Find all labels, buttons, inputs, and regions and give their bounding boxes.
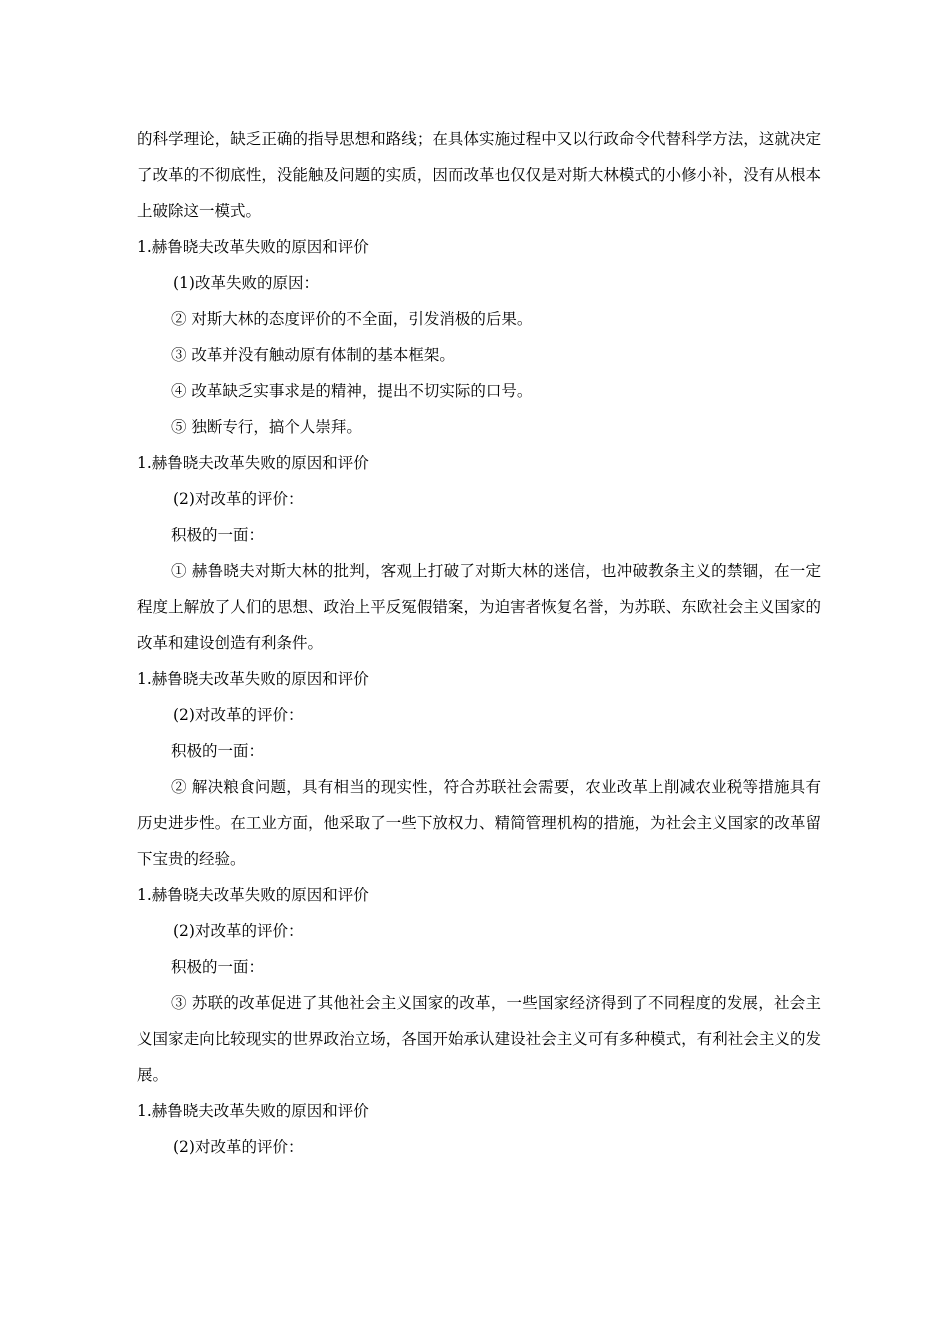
section-heading: 1.赫鲁晓夫改革失败的原因和评价 [137,454,369,472]
list-item: ④ 改革缺乏实事求是的精神，提出不切实际的口号。 [171,382,533,400]
list-item: ③ 改革并没有触动原有体制的基本框架。 [171,346,455,364]
section-heading: 1.赫鲁晓夫改革失败的原因和评价 [137,238,369,256]
subsection-heading: (2)对改革的评价： [173,1138,304,1156]
subsection-heading: (2)对改革的评价： [173,706,304,724]
label-positive-side: 积极的一面： [171,526,265,544]
paragraph-continuation: 的科学理论，缺乏正确的指导思想和路线；在具体实施过程中又以行政命令代替科学方法，这就决定了改革的不彻底性，没能触及问题的实质，因而改革也仅仅是对斯大林模式的小修小补，没有从根本上破除这一模式。 [137,130,821,220]
section-heading: 1.赫鲁晓夫改革失败的原因和评价 [137,1102,369,1120]
label-positive-side: 积极的一面： [171,958,265,976]
section-heading: 1.赫鲁晓夫改革失败的原因和评价 [137,886,369,904]
document-page [137,121,821,1165]
list-item: ⑤ 独断专行，搞个人崇拜。 [171,418,362,436]
section-heading: 1.赫鲁晓夫改革失败的原因和评价 [137,670,369,688]
subsection-heading: (2)对改革的评价： [173,922,304,940]
paragraph: ① 赫鲁晓夫对斯大林的批判，客观上打破了对斯大林的迷信，也冲破教条主义的禁锢，在一定程度上解放了人们的思想、政治上平反冤假错案，为迫害者恢复名誉，为苏联、东欧社会主义国家的改革和建设创造有利条件。 [137,562,821,652]
subsection-heading: (2)对改革的评价： [173,490,304,508]
subsection-heading: (1)改革失败的原因： [173,274,319,292]
label-positive-side: 积极的一面： [171,742,265,760]
paragraph: ③ 苏联的改革促进了其他社会主义国家的改革，一些国家经济得到了不同程度的发展，社会主义国家走向比较现实的世界政治立场，各国开始承认建设社会主义可有多种模式，有利社会主义的发展。 [137,994,821,1084]
paragraph: ② 解决粮食问题，具有相当的现实性，符合苏联社会需要，农业改革上削减农业税等措施具有历史进步性。在工业方面，他采取了一些下放权力、精简管理机构的措施，为社会主义国家的改革留下宝贵的经验。 [137,778,821,868]
list-item: ② 对斯大林的态度评价的不全面，引发消极的后果。 [171,310,533,328]
